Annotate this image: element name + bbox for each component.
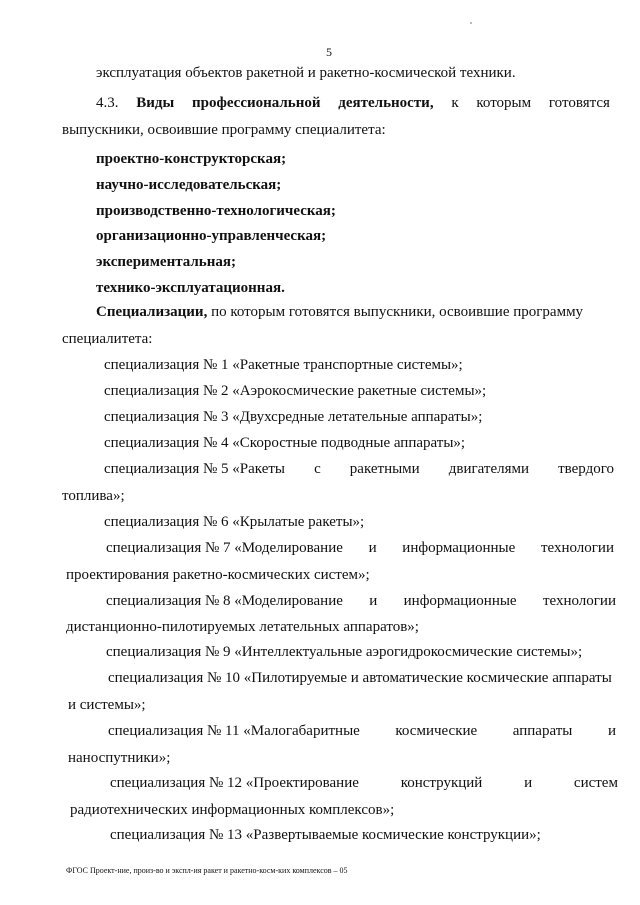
specializations-label: Специализации, bbox=[96, 304, 208, 320]
specialization-item: специализация № 10 «Пилотируемые и автоматические космические аппараты bbox=[108, 670, 612, 686]
page-number: 5 bbox=[326, 45, 332, 59]
specialization-item: специализация № 3 «Двухсредные летательные аппараты»; bbox=[104, 409, 483, 425]
word: информационные bbox=[402, 540, 516, 556]
text-line: эксплуатация объектов ракетной и ракетно-космической техники. bbox=[96, 65, 516, 81]
specialization-item bbox=[104, 460, 614, 478]
activity-item: проектно-конструкторская; bbox=[96, 151, 287, 167]
word: с bbox=[314, 461, 321, 477]
heading-word: профессиональной bbox=[191, 95, 321, 111]
specialization-item bbox=[108, 722, 616, 740]
specialization-item bbox=[106, 592, 616, 610]
heading-word: Виды bbox=[136, 95, 175, 111]
word: специализация № 7 «Моделирование bbox=[106, 540, 343, 556]
text-line: выпускники, освоившие программу специалитета: bbox=[62, 122, 386, 138]
word: двигателями bbox=[448, 461, 530, 477]
section-heading-line bbox=[96, 94, 610, 112]
text-line: радиотехнических информационных комплексов»; bbox=[70, 802, 395, 818]
heading-word: деятельности, bbox=[338, 95, 434, 111]
word: конструкций bbox=[400, 775, 483, 791]
word: и bbox=[368, 540, 377, 556]
word: технологии bbox=[542, 593, 616, 609]
word: и bbox=[369, 593, 378, 609]
specialization-item bbox=[110, 774, 618, 792]
specializations-text: по которым готовятся выпускники, освоившие программу bbox=[211, 304, 584, 320]
activity-item: экспериментальная; bbox=[96, 254, 236, 270]
specialization-item: специализация № 13 «Развертываемые космические конструкции»; bbox=[110, 827, 541, 843]
heading-word: готовятся bbox=[548, 95, 610, 111]
activity-item: научно-исследовательская; bbox=[96, 177, 282, 193]
specialization-item: специализация № 6 «Крылатые ракеты»; bbox=[104, 514, 365, 530]
section-number: 4.3. bbox=[96, 95, 119, 111]
specialization-item bbox=[106, 539, 614, 557]
scan-mark bbox=[470, 22, 472, 24]
text-line: специалитета: bbox=[62, 331, 153, 347]
text-line: дистанционно-пилотируемых летательных аппаратов»; bbox=[66, 619, 419, 635]
activity-item: технико-эксплуатационная. bbox=[96, 280, 285, 296]
activity-item: производственно-технологическая; bbox=[96, 203, 336, 219]
heading-word: которым bbox=[476, 95, 532, 111]
text-line: и системы»; bbox=[68, 697, 146, 713]
word: технологии bbox=[540, 540, 614, 556]
activity-item: организационно-управленческая; bbox=[96, 228, 327, 244]
text-line: наноспутники»; bbox=[68, 750, 171, 766]
word: ракетными bbox=[349, 461, 420, 477]
word: специализация № 11 «Малогабаритные bbox=[108, 723, 360, 739]
word: специализация № 12 «Проектирование bbox=[110, 775, 359, 791]
specialization-item: специализация № 1 «Ракетные транспортные системы»; bbox=[104, 357, 463, 373]
word: аппараты bbox=[512, 723, 573, 739]
word: и bbox=[524, 775, 533, 791]
word: космические bbox=[395, 723, 478, 739]
specialization-item: специализация № 2 «Аэрокосмические ракетные системы»; bbox=[104, 383, 487, 399]
word: специализация № 8 «Моделирование bbox=[106, 593, 343, 609]
word: информационные bbox=[403, 593, 517, 609]
text-line: топлива»; bbox=[62, 488, 125, 504]
specialization-item: специализация № 9 «Интеллектуальные аэрогидрокосмические системы»; bbox=[106, 644, 583, 660]
word: твердого bbox=[558, 461, 614, 477]
specialization-item: специализация № 4 «Скоростные подводные аппараты»; bbox=[104, 435, 466, 451]
word: и bbox=[607, 723, 616, 739]
word: специализация № 5 «Ракеты bbox=[104, 461, 286, 477]
page-footer: ФГОС Проект-ние, произ-во и экспл-ия ракет и ракетно-косм-ких комплексов – 05 bbox=[66, 866, 348, 875]
text-line: проектирования ракетно-космических систем»; bbox=[66, 567, 370, 583]
word: систем bbox=[573, 775, 618, 791]
heading-word: к bbox=[451, 95, 459, 111]
specializations-intro bbox=[96, 303, 610, 321]
